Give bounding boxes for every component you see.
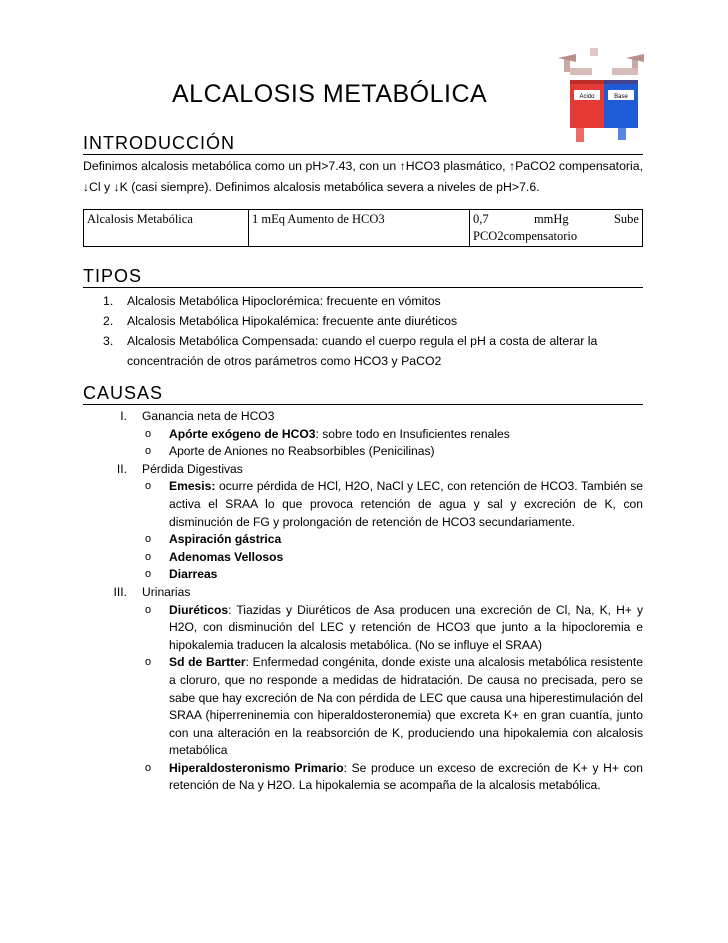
table-row bbox=[84, 210, 643, 247]
intro-text-3: PaCO2 compensatoria, bbox=[515, 159, 643, 173]
list-item: o Hiperaldosteronismo Primario: Se produce un exceso de excreción de K+ y H+ con retención de Na y H2O. La hipokalemia se acompaña de la alcalosis metabólica. bbox=[145, 760, 643, 795]
intro-divider bbox=[83, 154, 643, 155]
causa-group: II. Pérdida Digestivas bbox=[116, 461, 243, 476]
bullet-icon: o bbox=[145, 550, 152, 563]
table-cell-direction: Sube bbox=[613, 212, 639, 226]
intro-text-5: K (casi siempre). Definimos alcalosis metabólica severa a niveles de pH>7.6. bbox=[119, 180, 540, 194]
tipos-divider bbox=[83, 287, 643, 288]
list-item: 3. Alcalosis Metabólica Compensada: cuando el cuerpo regula el pH a costa de alterar la concentración de otros parámetros como HCO3 y PaCO2 bbox=[103, 334, 598, 368]
causas-heading: CAUSAS bbox=[83, 383, 164, 403]
base-drip bbox=[618, 128, 626, 140]
list-item: o Sd de Bartter: Enfermedad congénita, donde existe una alcalosis metabólica resistente a cloruro, que no responde a medidas de hidratación. De causa no precisada, pero se sabe que hay excreción de Na con pérdida de LEC que causa una hiperestimulación del SRAA (hiperreninemia con hiperaldosteronemia) que excreta K+ en gran cuantía, junto con una alteración en la reabsorción de K, produciendo una hipokalemia con alcalosis metabólica bbox=[145, 654, 643, 760]
acid-container bbox=[570, 80, 604, 128]
up-arrow-icon: ↑ bbox=[399, 159, 406, 173]
acid-drip bbox=[576, 128, 584, 142]
bullet-icon: o bbox=[145, 427, 152, 440]
table-cell: Alcalosis Metabólica bbox=[84, 210, 249, 247]
table-cell bbox=[470, 210, 643, 247]
list-item: o Apórte exógeno de HCO3: sobre todo en Insuficientes renales bbox=[145, 426, 643, 444]
bullet-icon: o bbox=[145, 533, 152, 546]
causa-group: I. Ganancia neta de HCO3 bbox=[120, 409, 275, 423]
down-arrow-icon: ↓ bbox=[113, 180, 120, 194]
base-label: Base bbox=[614, 94, 628, 100]
tipos-list bbox=[103, 291, 643, 371]
list-item: 1. Alcalosis Metabólica Hipoclorémica: frecuente en vómitos bbox=[103, 294, 441, 308]
causa-group: III. Urinarias bbox=[113, 584, 191, 599]
tipos-heading: TIPOS bbox=[83, 266, 143, 286]
bullet-icon: o bbox=[145, 761, 152, 774]
down-arrow-icon: ↓ bbox=[83, 180, 89, 194]
intro-text-1: Definimos alcalosis metabólica como un pH>7.43, con un bbox=[83, 159, 397, 173]
base-container bbox=[604, 80, 638, 128]
intro-text-4: Cl y bbox=[89, 180, 111, 194]
page-title: ALCALOSIS METABÓLICA bbox=[172, 80, 488, 108]
intro-paragraph bbox=[83, 156, 643, 198]
acid-base-illustration bbox=[552, 40, 662, 150]
causas-list bbox=[83, 408, 643, 795]
bullet-icon: o bbox=[145, 445, 152, 458]
right-arm bbox=[612, 68, 638, 75]
list-item: o Diuréticos: Tiazidas y Diuréticos de Asa producen una excreción de Cl, Na, K, H+ y H2O, con disminución del LEC y retención de HCO3 que junto a la hipocloremia e hipokalemia traducen la alcalosis metabólica. (No se influye el SRAA) bbox=[145, 602, 643, 655]
container-rim bbox=[570, 80, 638, 84]
list-item: 2. Alcalosis Metabólica Hipokalémica: frecuente ante diuréticos bbox=[103, 314, 458, 328]
bullet-icon: o bbox=[145, 603, 152, 616]
compensation-table bbox=[83, 209, 643, 247]
top-knob bbox=[590, 48, 598, 56]
left-arm bbox=[570, 68, 592, 75]
list-item: o Diarreas bbox=[145, 566, 643, 584]
table-cell: 1 mEq Aumento de HCO3 bbox=[249, 210, 470, 247]
bullet-icon: o bbox=[145, 480, 152, 493]
bullet-icon: o bbox=[145, 656, 152, 669]
table-cell-value: 0,7 bbox=[473, 212, 489, 226]
table-cell-label: PCO2compensatorio bbox=[473, 229, 578, 243]
list-item: o Adenomas Vellosos bbox=[145, 549, 643, 567]
list-item: o Aspiración gástrica bbox=[145, 531, 643, 549]
table-cell-unit: mmHg bbox=[533, 212, 569, 226]
causas-divider bbox=[83, 404, 643, 405]
intro-heading: INTRODUCCIÓN bbox=[83, 133, 235, 153]
bullet-icon: o bbox=[145, 568, 152, 581]
list-item: o Emesis: ocurre pérdida de HCl, H2O, NaCl y LEC, con retención de HCO3. También se activa el SRAA lo que provoca retención de agua y sal y excreción de K, con disminución de FG y prolongación de retención de HCO3 secundariamente. bbox=[145, 478, 643, 531]
up-arrow-icon: ↑ bbox=[509, 159, 516, 173]
list-item: o Aporte de Aniones no Reabsorbibles (Penicilinas) bbox=[145, 443, 643, 461]
acid-label: Acido bbox=[579, 94, 595, 100]
intro-text-2: HCO3 plasmático, bbox=[405, 159, 506, 173]
